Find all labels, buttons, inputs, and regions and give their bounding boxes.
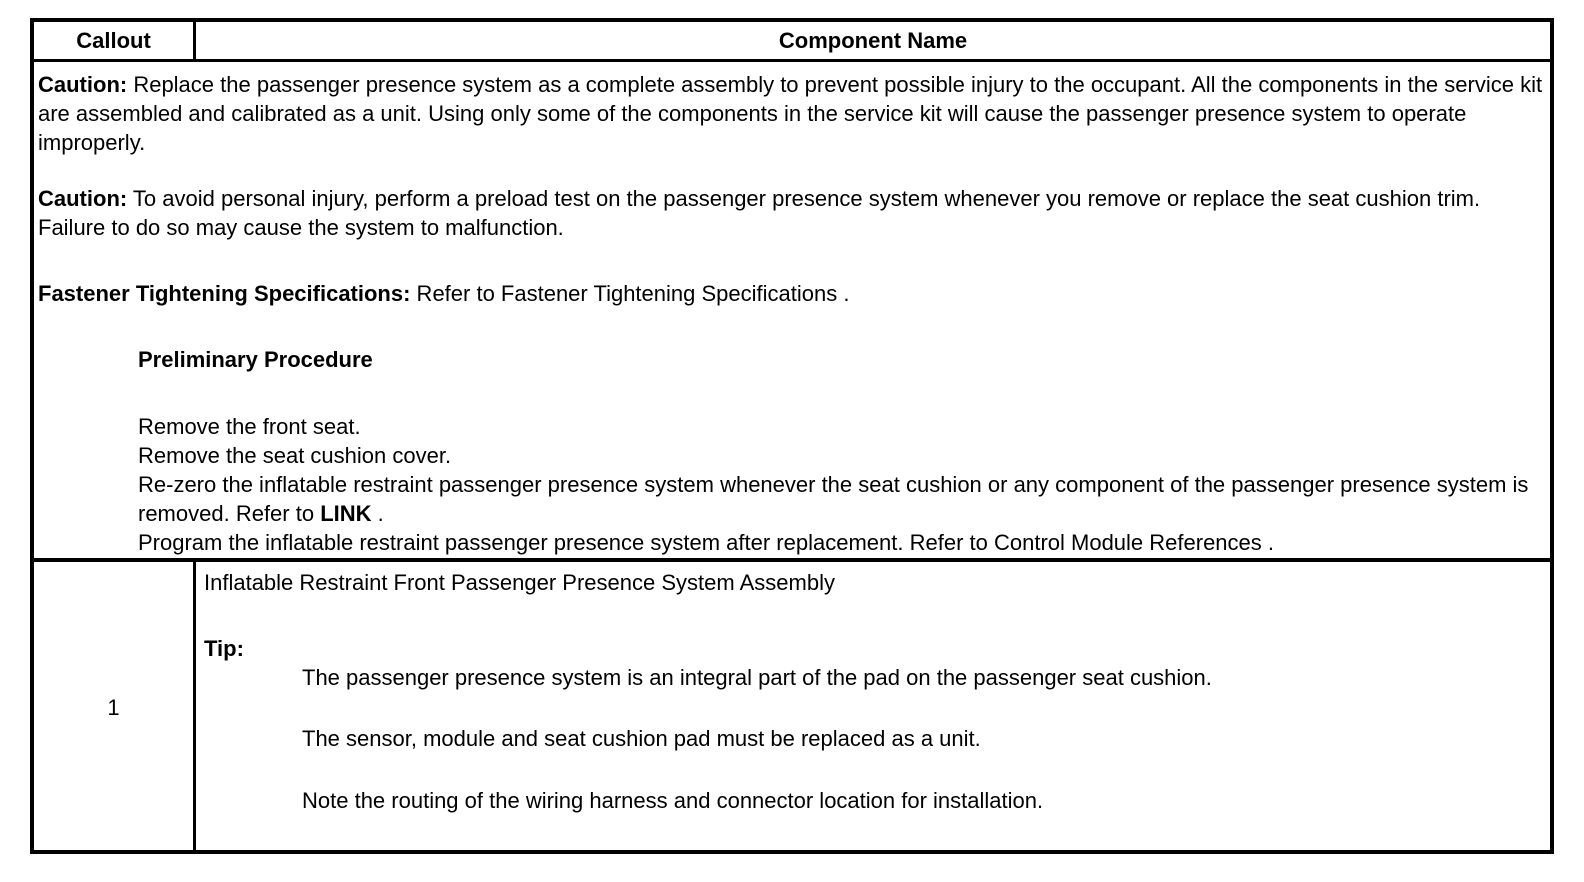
fastener-spec-note <box>38 279 1544 308</box>
table-row <box>34 562 1550 854</box>
procedure-step-2: Remove the seat cushion cover. <box>138 443 452 468</box>
caution-note-1 <box>38 70 1544 157</box>
component-cell <box>196 562 1550 854</box>
caution-text: Replace the passenger presence system as a complete assembly to prevent possible injury to the occupant. All the components in the service kit are assembled and calibrated as a unit. Using only some of the components in the service kit will cause the passenger presence system to operate improperly. <box>38 72 1543 155</box>
component-table <box>30 18 1554 854</box>
procedure-step-3-text: Re-zero the inflatable restraint passenger presence system whenever the seat cushion or any component of the passenger presence system is removed. Refer to <box>138 472 1529 526</box>
component-name: Inflatable Restraint Front Passenger Presence System Assembly <box>204 570 835 595</box>
notes-section <box>34 62 1550 562</box>
callout-number: 1 <box>34 562 196 854</box>
caution-text: To avoid personal injury, perform a preload test on the passenger presence system whenever you remove or replace the seat cushion trim. Failure to do so may cause the system to malfunction. <box>38 186 1481 240</box>
procedure-step-3 <box>138 470 1544 528</box>
table-header-row <box>34 22 1550 62</box>
component-name-column-header: Component Name <box>778 28 968 53</box>
caution-note-2 <box>38 184 1544 242</box>
caution-label: Caution: <box>38 186 128 211</box>
preliminary-procedure-heading: Preliminary Procedure <box>138 347 373 372</box>
tip-label: Tip: <box>204 636 244 661</box>
fastener-label: Fastener Tightening Specifications: <box>38 281 411 306</box>
tip-item: The passenger presence system is an integral part of the pad on the passenger seat cushion. <box>302 665 1212 690</box>
callout-column-header: Callout <box>34 22 196 59</box>
tip-item: Note the routing of the wiring harness and connector location for installation. <box>302 788 1044 813</box>
tip-item: The sensor, module and seat cushion pad must be replaced as a unit. <box>302 726 981 751</box>
reference-link[interactable]: LINK <box>320 501 372 526</box>
procedure-step-1: Remove the front seat. <box>138 414 361 439</box>
procedure-step-3-end: . <box>371 501 384 526</box>
caution-label: Caution: <box>38 72 128 97</box>
fastener-text: Refer to Fastener Tightening Specifications . <box>410 281 850 306</box>
procedure-step-4: Program the inflatable restraint passenger presence system after replacement. Refer to Control Module References . <box>138 530 1274 555</box>
